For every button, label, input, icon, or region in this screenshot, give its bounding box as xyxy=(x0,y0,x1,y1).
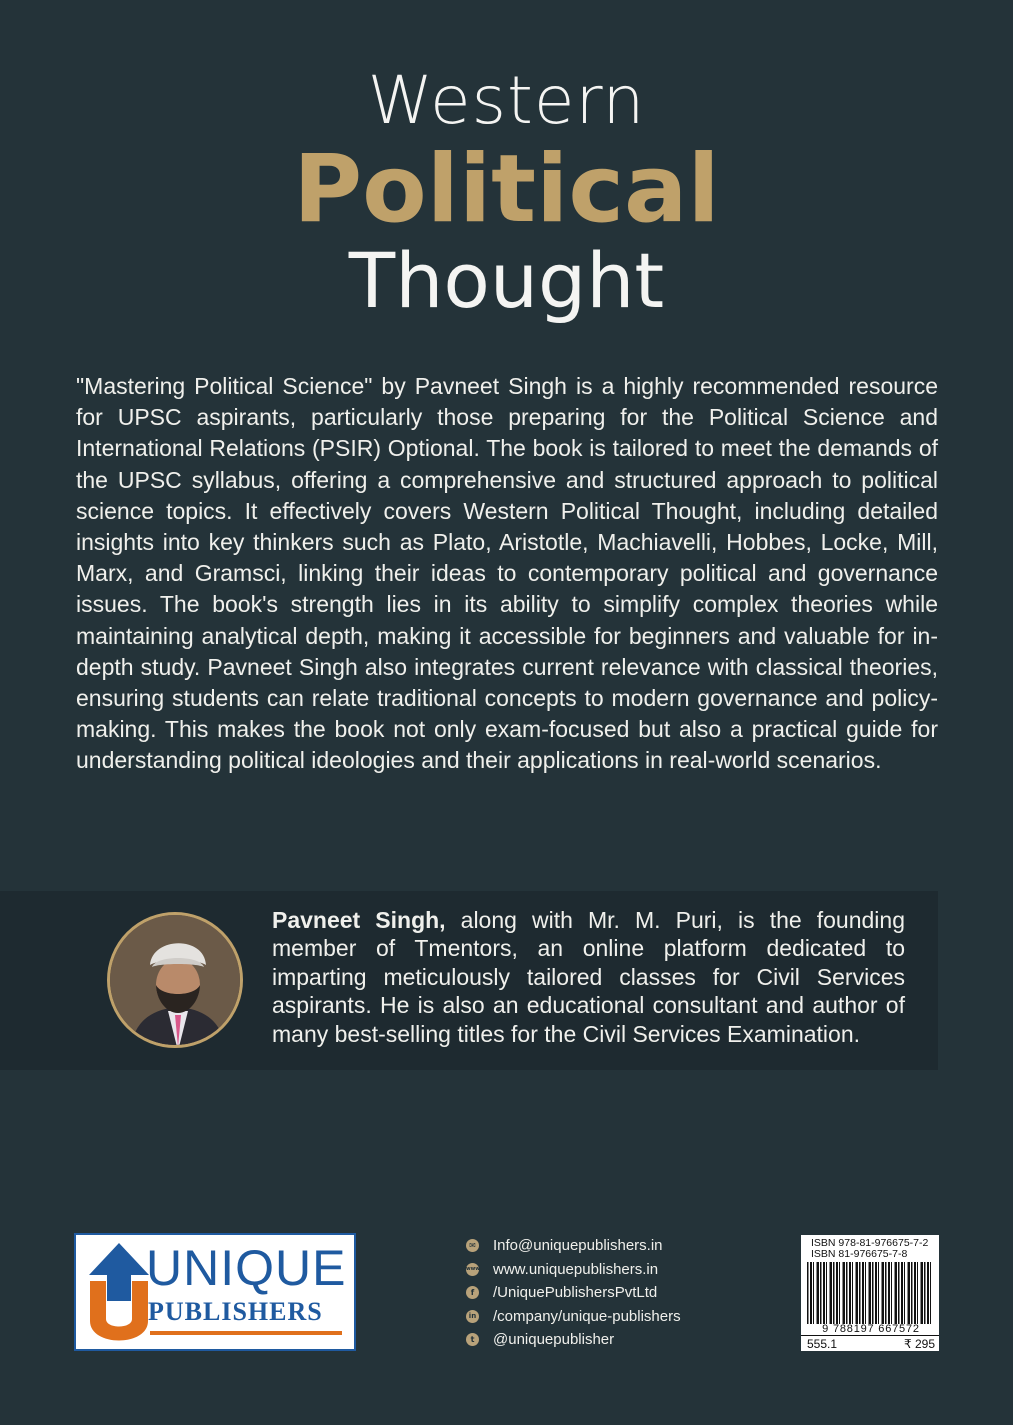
price: ₹ 295 xyxy=(904,1337,935,1351)
logo-underline xyxy=(150,1331,342,1335)
author-bio-text: along with Mr. M. Puri, is the founding member of Tmentors, an online platform dedicated to imparting meticulously tailored classes for Civil Services aspirants. He is also an educational consultant and author of many best-selling titles for the Civil Services Examination. xyxy=(272,907,906,1047)
barcode-footer xyxy=(801,1335,939,1352)
contact-facebook-text[interactable]: /UniquePublishersPvtLtd xyxy=(493,1284,658,1302)
book-title xyxy=(0,60,1013,326)
contact-twitter xyxy=(466,1328,681,1352)
isbn-barcode xyxy=(801,1235,939,1351)
email-icon: ✉ xyxy=(466,1239,479,1252)
contact-email xyxy=(466,1234,681,1258)
contact-list xyxy=(466,1234,681,1352)
title-political: Political xyxy=(293,135,720,244)
author-portrait-icon xyxy=(110,915,243,1048)
contact-email-text[interactable]: Info@uniquepublishers.in xyxy=(493,1237,663,1255)
contact-twitter-text[interactable]: @uniquepublisher xyxy=(493,1331,615,1349)
logo-unique-text: UNIQUE xyxy=(146,1240,347,1296)
contact-facebook xyxy=(466,1281,681,1305)
title-western: Western xyxy=(367,62,646,139)
contact-linkedin xyxy=(466,1305,681,1329)
barcode-digits: 9 788197 667572 xyxy=(822,1323,920,1335)
title-thought: Thought xyxy=(348,236,665,325)
class-code: 555.1 xyxy=(807,1337,838,1351)
upload-arrow-logo-icon xyxy=(84,1237,154,1351)
linkedin-icon: in xyxy=(466,1310,479,1323)
contact-website xyxy=(466,1258,681,1282)
book-description: "Mastering Political Science" by Pavneet Singh is a highly recommended resource for UPSC aspirants, particularly those preparing for the Political Science and International Relations (PSIR) Optional. The book is tailored to meet the demands of the UPSC syllabus, offering a comprehensive and structured approach to political science topics. It effectively covers Western Political Thought, including detailed insights into key thinkers such as Plato, Aristotle, Machiavelli, Hobbes, Locke, Mill, Marx, and Gramsci, linking their ideas to contemporary political and governance issues. The book's strength lies in its ability to simplify complex theories while maintaining analytical depth, making it accessible for beginners and valuable for in-depth study. Pavneet Singh also integrates current relevance with classical theories, ensuring students can relate traditional concepts to modern governance and policy-making. This makes the book not only exam-focused but also a practical guide for understanding political ideologies and their applications in real-world scenarios. xyxy=(76,373,938,774)
logo-publishers-text: PUBLISHERS xyxy=(148,1297,323,1326)
twitter-icon: t xyxy=(466,1333,479,1346)
facebook-icon: f xyxy=(466,1286,479,1299)
web-icon: www xyxy=(466,1263,479,1276)
contact-website-text[interactable]: www.uniquepublishers.in xyxy=(493,1260,659,1278)
author-photo xyxy=(107,912,243,1048)
isbn-13: ISBN 978-81-976675-7-2 xyxy=(811,1237,929,1249)
author-name: Pavneet Singh, xyxy=(272,907,446,933)
barcode-bars xyxy=(807,1262,933,1324)
contact-linkedin-text[interactable]: /company/unique-publishers xyxy=(493,1307,681,1325)
author-bio xyxy=(272,906,905,1048)
isbn-10: ISBN 81-976675-7-8 xyxy=(811,1248,908,1260)
publisher-logo xyxy=(74,1233,356,1351)
